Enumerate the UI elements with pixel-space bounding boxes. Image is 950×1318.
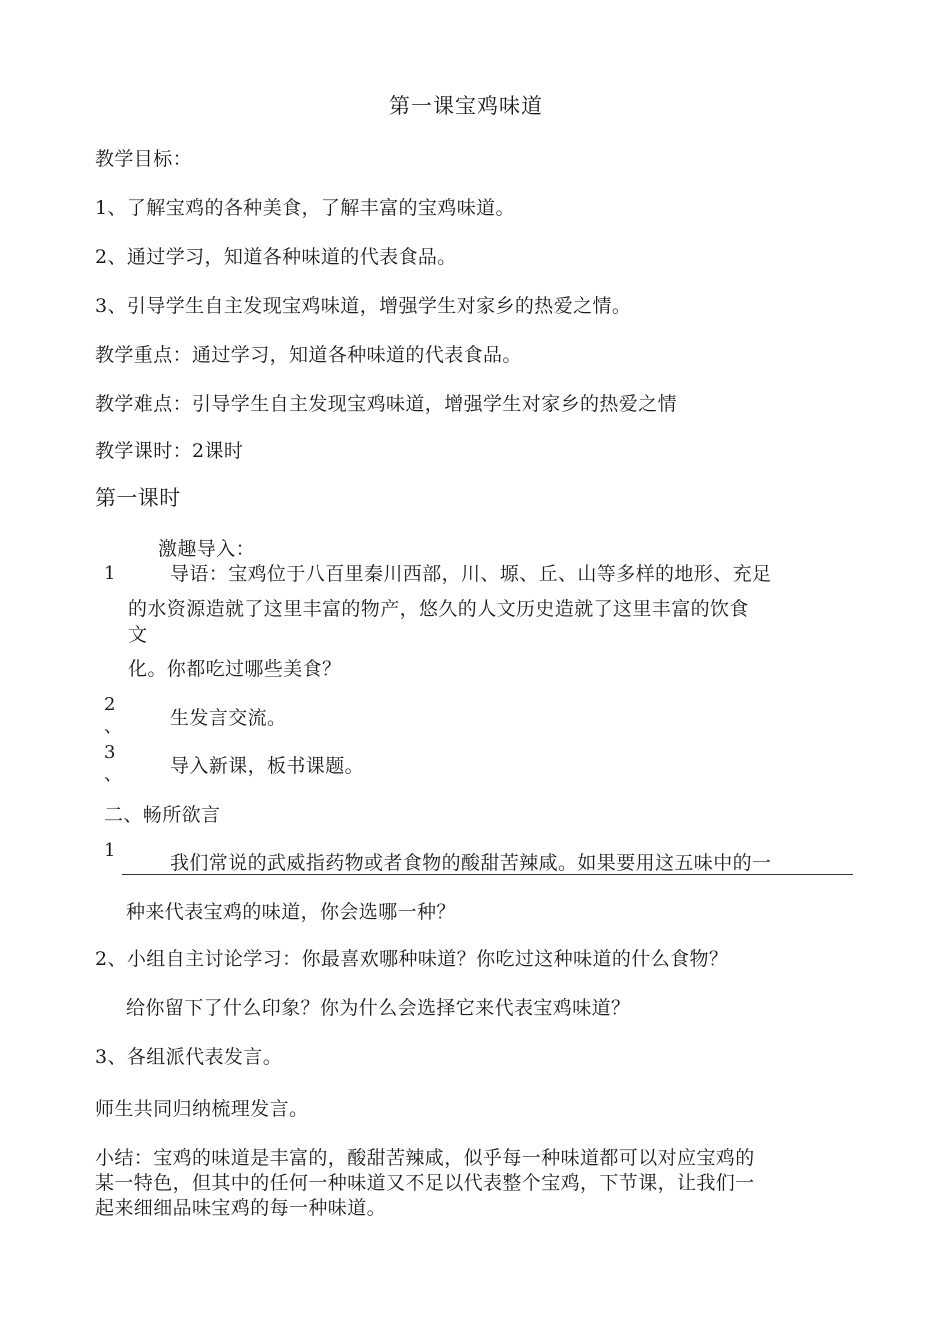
section1-heading: 激趣导入： xyxy=(158,538,256,560)
paragraph-line: 3、各组派代表发言。 xyxy=(95,1046,283,1068)
paragraph-line: 化。你都吃过哪些美食？ xyxy=(128,658,342,680)
class-hours: 教学课时：2课时 xyxy=(95,440,244,462)
objective-item: 1、了解宝鸡的各种美食，了解丰富的宝鸡味道。 xyxy=(95,197,515,219)
paragraph-line: 导入新课，板书课题。 xyxy=(170,755,365,777)
difficulty: 教学难点：引导学生自主发现宝鸡味道，增强学生对家乡的热爱之情 xyxy=(95,393,678,415)
summary-intro: 师生共同归纳梳理发言。 xyxy=(95,1098,309,1120)
item-number: 3 xyxy=(104,742,116,763)
item-separator: 、 xyxy=(104,764,123,785)
objective-item: 3、引导学生自主发现宝鸡味道，增强学生对家乡的热爱之情。 xyxy=(95,295,632,317)
summary-line: 小结：宝鸡的味道是丰富的，酸甜苦辣咸，似乎每一种味道都可以对应宝鸡的 xyxy=(95,1147,755,1169)
paragraph-line: 给你留下了什么印象？你为什么会选择它来代表宝鸡味道？ xyxy=(126,997,631,1019)
objective-item: 2、通过学习，知道各种味道的代表食品。 xyxy=(95,246,457,268)
section2-heading: 二、畅所欲言 xyxy=(104,804,221,826)
paragraph-line: 我们常说的武威指药物或者食物的酸甜苦辣咸。如果要用这五味中的一 xyxy=(170,852,772,874)
paragraph-line: 生发言交流。 xyxy=(170,707,287,729)
paragraph-line: 种来代表宝鸡的味道，你会选哪一种？ xyxy=(126,901,456,923)
item-separator: 、 xyxy=(104,716,123,737)
key-point: 教学重点：通过学习，知道各种味道的代表食品。 xyxy=(95,344,522,366)
lesson-heading: 第一课时 xyxy=(95,486,181,510)
item-number: 1 xyxy=(104,563,116,584)
item-number: 1 xyxy=(104,840,116,861)
paragraph-line: 文 xyxy=(128,624,148,646)
paragraph-line: 的水资源造就了这里丰富的物产，悠久的人文历史造就了这里丰富的饮食 xyxy=(128,598,749,620)
paragraph-line: 导语：宝鸡位于八百里秦川西部，川、塬、丘、山等多样的地形、充足 xyxy=(170,563,772,585)
underline-rule xyxy=(122,874,853,875)
summary-line: 某一特色，但其中的任何一种味道又不足以代表整个宝鸡，下节课，让我们一 xyxy=(95,1172,755,1194)
objectives-heading: 教学目标： xyxy=(95,148,193,170)
summary-line: 起来细细品味宝鸡的每一种味道。 xyxy=(95,1197,387,1219)
paragraph-line: 2、小组自主讨论学习：你最喜欢哪种味道？你吃过这种味道的什么食物？ xyxy=(95,948,729,970)
item-number: 2 xyxy=(104,694,116,715)
page-title: 第一课宝鸡味道 xyxy=(389,94,543,118)
